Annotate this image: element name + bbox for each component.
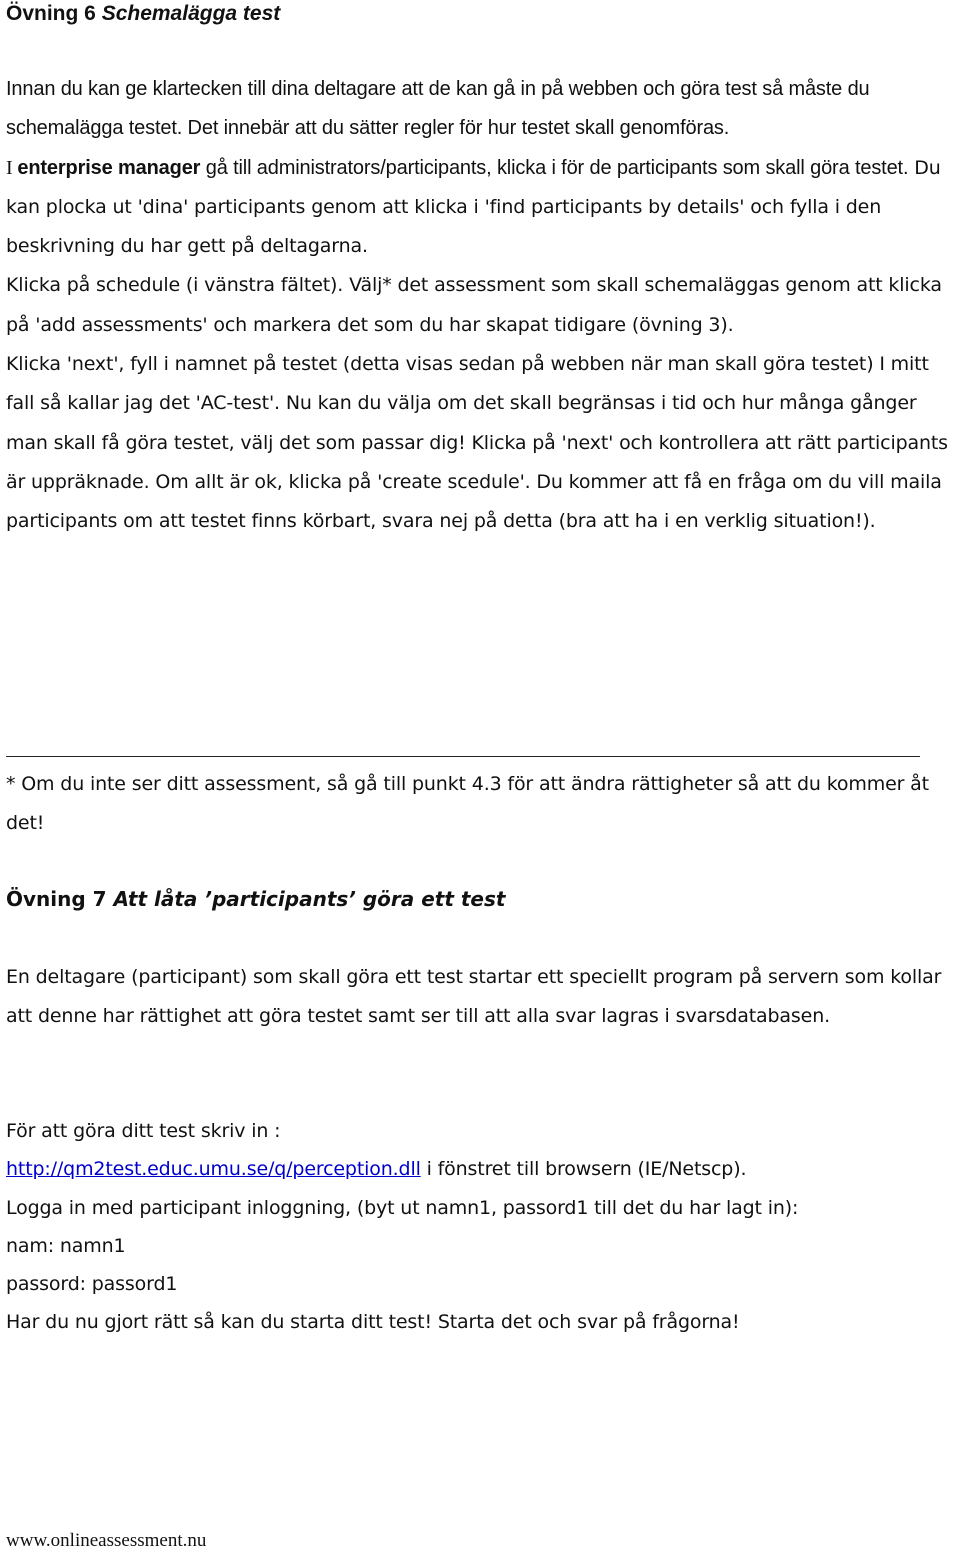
- instruction-create: Om allt är ok, klicka på 'create scedule'.: [149, 470, 531, 493]
- name-credential: nam: namn1: [6, 1234, 126, 1257]
- section-6-heading: [6, 2, 280, 26]
- instruction-schedule: Klicka på schedule (i vänstra fältet).: [6, 274, 344, 297]
- instruction-limit: Nu kan du välja om det skall begränsas i tid och hur många gånger man skall få göra testet, välj det som passar dig!: [6, 392, 917, 454]
- instruction-select-participants: gå till administrators/participants, klicka i för de participants som skall göra testet.: [200, 156, 909, 179]
- instruction-find-participants: Du kan plocka ut 'dina' participants genom att klicka i 'find participants by details' och fylla i den beskrivning du har gett på deltagarna.: [6, 156, 941, 258]
- footnote-part-2: .3 för att ändra rättigheter så att du kommer åt det!: [6, 773, 929, 835]
- heading-title: Att låta ’participants’ göra ett test: [113, 887, 506, 911]
- final-instruction: Har du nu gjort rätt så kan du starta ditt test! Starta det och svar på frågorna!: [6, 1311, 740, 1334]
- footer-url: www.onlineassessment.nu: [6, 1530, 207, 1551]
- instruction-add-assessment: Välj* det assessment som skall schemaläggas genom att klicka på 'add assessments' och markera det som du har skapat tidigare (övning 3).: [6, 274, 942, 336]
- participant-intro-paragraph: En deltagare (participant) som skall göra ett test startar ett speciellt program på servern som kollar att denne har rättighet att göra testet samt ser till att alla svar lagras i svarsdatabasen.: [6, 966, 942, 1028]
- perception-url-link[interactable]: http://qm2test.educ.umu.se/q/perception.dll: [6, 1158, 421, 1181]
- url-line: [6, 1150, 960, 1188]
- login-instruction: Logga in med participant inloggning, (byt ut namn1, passord1 till det du har lagt in):: [6, 1196, 799, 1219]
- instruction-next: Klicka 'next', fyll i namnet på testet (detta visas sedan på webben när man skall göra testet) I mitt fall så kallar jag det 'AC-test'.: [6, 353, 929, 415]
- section-7-intro: [6, 958, 960, 1037]
- footnote-part-1: * Om du inte ser ditt assessment, så gå till punkt 4: [6, 773, 484, 795]
- heading-title: Schemalägga test: [101, 2, 281, 25]
- password-credential: passord: passord1: [6, 1273, 178, 1296]
- section-6-body: [6, 70, 960, 542]
- section-7-heading: [6, 887, 505, 911]
- footnote-divider: [6, 756, 920, 757]
- section-7-instructions: [6, 1112, 960, 1342]
- url-after-text: i fönstret till browsern (IE/Netscp).: [420, 1158, 747, 1181]
- intro-paragraph: Innan du kan ge klartecken till dina deltagare att de kan gå in på webben och göra test så måste du schemalägga testet. Det innebär att du sätter regler för hur testet skall genomföras.: [6, 78, 870, 140]
- instruction-check: Klicka på 'next' och kontrollera att rätt participants är uppräknade.: [6, 431, 948, 493]
- instruction-prefix: I: [6, 156, 18, 179]
- footnote: [6, 765, 960, 844]
- enterprise-manager-label: enterprise manager: [17, 156, 201, 179]
- heading-prefix: Övning 7: [6, 887, 114, 911]
- instruction-mail: Du kommer att få en fråga om du vill maila participants om att testet finns körbart, svara nej på detta (bra att ha i en verklig situation!).: [6, 470, 942, 533]
- heading-prefix: Övning 6: [6, 2, 102, 25]
- write-in-label: För att göra ditt test skriv in :: [6, 1120, 281, 1142]
